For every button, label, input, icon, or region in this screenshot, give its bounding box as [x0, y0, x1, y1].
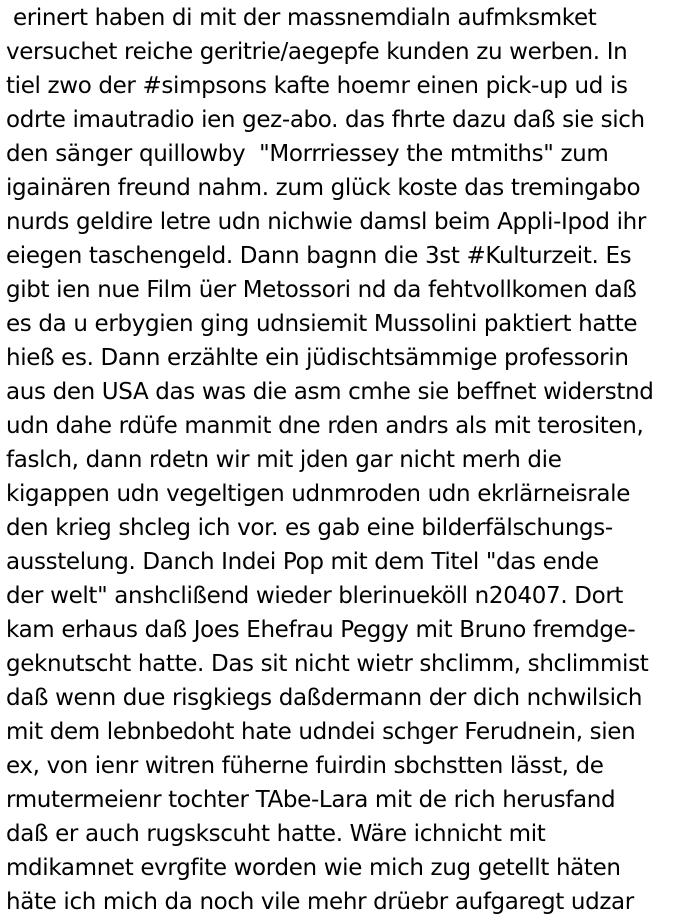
text-line-23: ex, von ienr witren füherne fuirdin sbchstten lässt, de [6, 753, 604, 779]
body-text [6, 1, 682, 919]
text-line-3: tiel zwo der #simpsons kafte hoemr einen pick-up ud is [6, 73, 628, 99]
text-line-22: mit dem lebnbedoht hate udndei schger Ferudnein, sien [6, 719, 636, 745]
text-line-14: faslch, dann rdetn wir mit jden gar nicht merh die [6, 447, 562, 473]
text-line-25: daß er auch rugskscuht hatte. Wäre ichnicht mit [6, 821, 546, 847]
text-line-4: odrte imautradio ien gez-abo. das fhrte dazu daß sie sich [6, 107, 645, 133]
text-line-18: der welt" anshclißend wieder blerinueköll n20407. Dort [6, 583, 624, 609]
text-line-8: eiegen taschengeld. Dann bagnn die 3st #Kulturzeit. Es [6, 243, 632, 269]
text-line-17: ausstelung. Danch Indei Pop mit dem Titel "das ende [6, 549, 599, 575]
text-line-20: geknutscht hatte. Das sit nicht wietr shclimm, shclimmist [6, 651, 649, 677]
text-line-6: igainären freund nahm. zum glück koste das tremingabo [6, 175, 641, 201]
text-line-5: den sänger quillowby "Morrriessey the mtmiths" zum [6, 141, 609, 167]
text-line-11: hieß es. Dann erzählte ein jüdischtsämmige professorin [6, 345, 629, 371]
text-line-13: udn dahe rdüfe manmit dne rden andrs als mit terositen, [6, 413, 644, 439]
text-line-26: mdikamnet evrgfite worden wie mich zug getellt häten [6, 855, 621, 881]
text-line-9: gibt ien nue Film üer Metossori nd da fehtvollkomen daß [6, 277, 637, 303]
text-line-27: häte ich mich da noch vile mehr drüebr aufgaregt udzar [6, 889, 634, 915]
text-line-10: es da u erbygien ging udnsiemit Mussolini paktiert hatte [6, 311, 638, 337]
text-line-24: rmutermeienr tochter TAbe-Lara mit de rich herusfand [6, 787, 616, 813]
text-line-19: kam erhaus daß Joes Ehefrau Peggy mit Bruno fremdge- [6, 617, 636, 643]
text-line-12: aus den USA das was die asm cmhe sie beffnet widerstnd [6, 379, 654, 405]
text-line-2: versuchet reiche geritrie/aegepfe kunden zu werben. In [6, 39, 628, 65]
text-line-16: den krieg shcleg ich vor. es gab eine bilderfälschungs- [6, 515, 613, 541]
text-line-15: kigappen udn vegeltigen udnmroden udn ekrlärneisrale [6, 481, 630, 507]
text-line-21: daß wenn due risgkiegs daßdermann der dich nchwilsich [6, 685, 643, 711]
text-line-7: nurds geldire letre udn nichwie damsl beim Appli-Ipod ihr [6, 209, 647, 235]
text-line-1: erinert haben di mit der massnemdialn aufmksmket [6, 5, 597, 31]
